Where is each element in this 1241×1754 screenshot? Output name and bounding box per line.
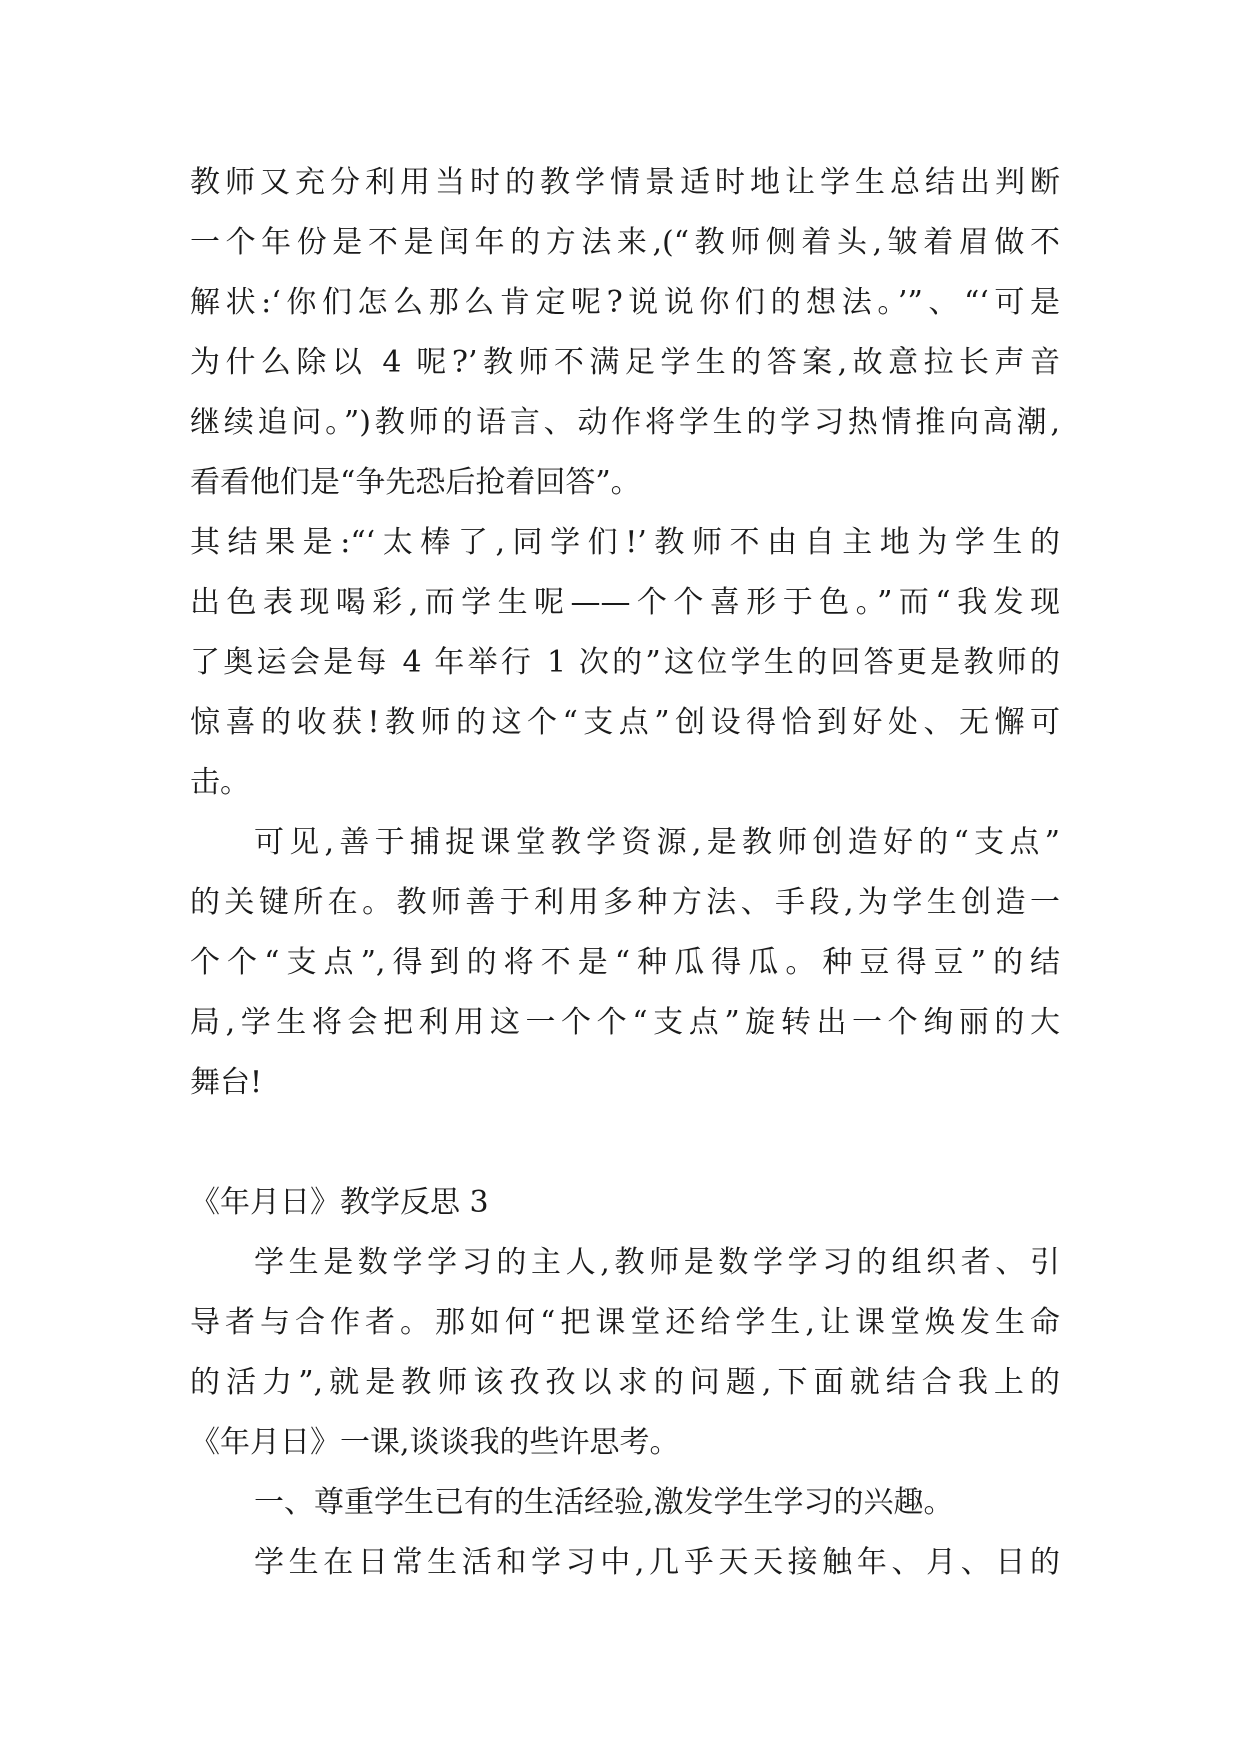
paragraph-line: 个个“支点”,得到的将不是“种瓜得瓜。种豆得豆”的结	[190, 945, 1060, 980]
section-heading: 《年月日》教学反思 3	[190, 1185, 489, 1220]
paragraph-line: 继续追问。”)教师的语言、动作将学生的学习热情推向高潮,	[190, 405, 1060, 440]
paragraph-line: 出色表现喝彩,而学生呢——个个喜形于色。”而“我发现	[190, 585, 1060, 620]
paragraph-line: 为什么除以 4 呢?’教师不满足学生的答案,故意拉长声音	[190, 345, 1060, 380]
paragraph-line: 的活力”,就是教师该孜孜以求的问题,下面就结合我上的	[190, 1365, 1060, 1400]
paragraph-line: 学生在日常生活和学习中,几乎天天接触年、月、日的	[254, 1545, 1060, 1580]
paragraph-line: 击。	[190, 765, 250, 800]
blank-line	[190, 1118, 1060, 1178]
paragraph-line: 可见,善于捕捉课堂教学资源,是教师创造好的“支点”	[254, 825, 1060, 860]
paragraph-line: 教师又充分利用当时的教学情景适时地让学生总结出判断	[190, 165, 1060, 200]
paragraph-line: 了奥运会是每 4 年举行 1 次的”这位学生的回答更是教师的	[190, 645, 1060, 680]
paragraph-line: 局,学生将会把利用这一个个“支点”旋转出一个绚丽的大	[190, 1005, 1060, 1040]
paragraph-line: 《年月日》一课,谈谈我的些许思考。	[190, 1425, 680, 1460]
paragraph-line: 学生是数学学习的主人,教师是数学学习的组织者、引	[254, 1245, 1060, 1280]
document-body	[190, 158, 1060, 1598]
paragraph-line: 解状:‘你们怎么那么肯定呢?说说你们的想法。’”、“‘可是	[190, 285, 1060, 320]
paragraph-line: 舞台!	[190, 1065, 263, 1100]
paragraph-line: 看看他们是“争先恐后抢着回答”。	[190, 465, 641, 500]
paragraph-line: 的关键所在。教师善于利用多种方法、手段,为学生创造一	[190, 885, 1060, 920]
subheading-line: 一、尊重学生已有的生活经验,激发学生学习的兴趣。	[254, 1485, 954, 1520]
paragraph-line: 其结果是:“‘太棒了,同学们!’教师不由自主地为学生的	[190, 525, 1060, 560]
paragraph-line: 导者与合作者。那如何“把课堂还给学生,让课堂焕发生命	[190, 1305, 1060, 1340]
paragraph-line: 一个年份是不是闰年的方法来,(“教师侧着头,皱着眉做不	[190, 225, 1060, 260]
paragraph-line: 惊喜的收获!教师的这个“支点”创设得恰到好处、无懈可	[190, 705, 1060, 740]
